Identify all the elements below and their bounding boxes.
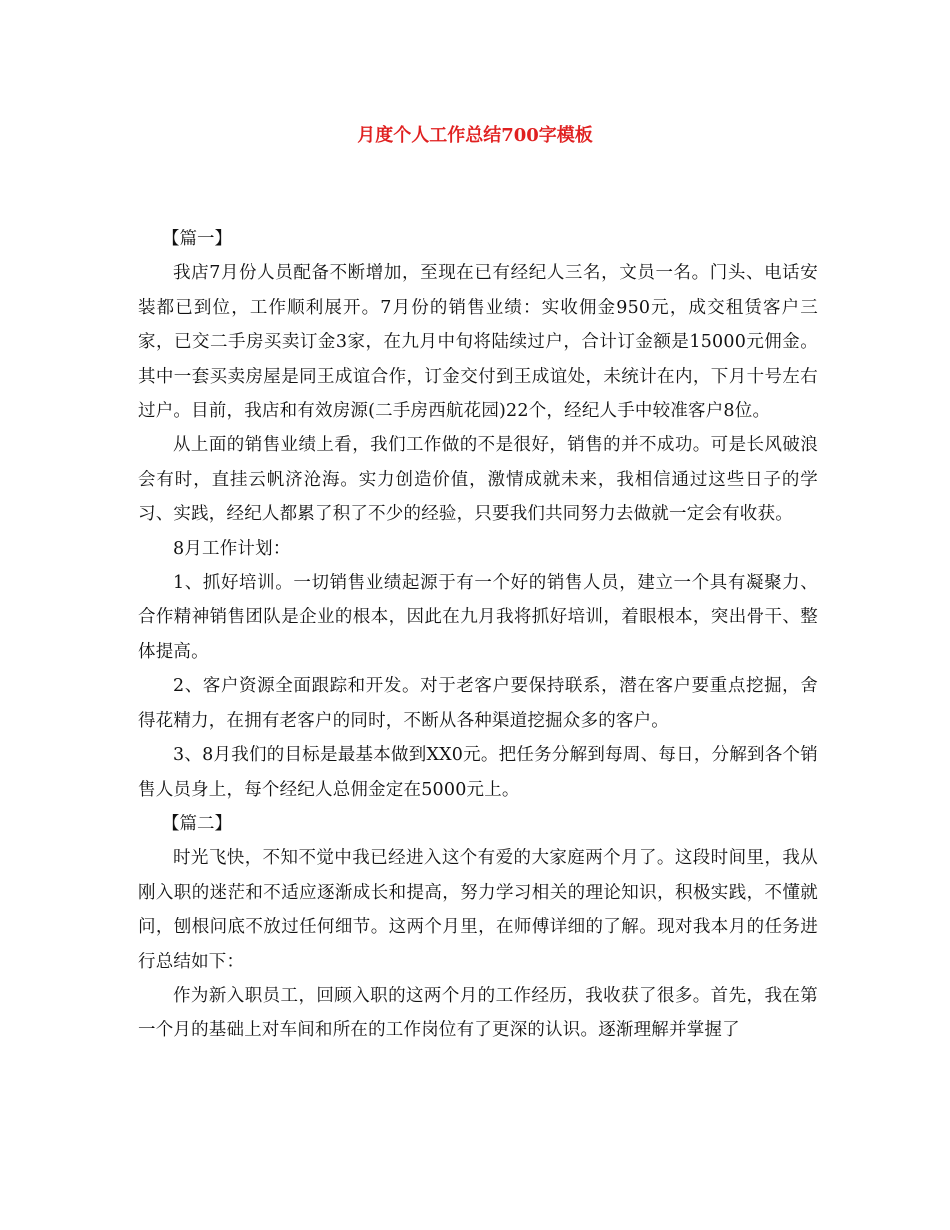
paragraph: 时光飞快，不知不觉中我已经进入这个有爱的大家庭两个月了。这段时间里，我从刚入职的迷茫和不适应逐渐成长和提高，努力学习相关的理论知识，积极实践，不懂就问，刨根问底不放过任何细节。这两个月里，在师傅详细的了解。现对我本月的任务进行总结如下： xyxy=(138,848,818,972)
document-title: 月度个人工作总结700字模板 xyxy=(357,125,593,146)
document-body xyxy=(138,222,818,1048)
section-heading-2: 【篇二】 xyxy=(162,813,232,834)
plan-item-3: 3、8月我们的目标是最基本做到XX0元。把任务分解到每周、每日，分解到各个销售人员身上，每个经纪人总佣金定在5000元上。 xyxy=(138,745,818,800)
plan-item-1: 1、抓好培训。一切销售业绩起源于有一个好的销售人员，建立一个具有凝聚力、合作精神销售团队是企业的根本，因此在九月我将抓好培训，着眼根本，突出骨干、整体提高。 xyxy=(138,573,818,662)
paragraph: 我店7月份人员配备不断增加，至现在已有经纪人三名，文员一名。门头、电话安装都已到位，工作顺利展开。7月份的销售业绩：实收佣金950元，成交租赁客户三家，已交二手房买卖订金3家，在九月中旬将陆续过户，合计订金额是15000元佣金。其中一套买卖房屋是同王成谊合作，订金交付到王成谊处，未统计在内，下月十号左右过户。目前，我店和有效房源(二手房西航花园)22个，经纪人手中较准客户8位。 xyxy=(138,263,818,422)
section-heading-1: 【篇一】 xyxy=(162,229,232,249)
paragraph: 作为新入职员工，回顾入职的这两个月的工作经历，我收获了很多。首先，我在第一个月的基础上对车间和所在的工作岗位有了更深的认识。逐渐理解并掌握了 xyxy=(138,985,818,1041)
plan-item-2: 2、客户资源全面跟踪和开发。对于老客户要保持联系，潜在客户要重点挖掘，舍得花精力，在拥有老客户的同时，不断从各种渠道挖掘众多的客户。 xyxy=(138,676,818,731)
plan-heading: 8月工作计划： xyxy=(173,538,291,559)
paragraph: 从上面的销售业绩上看，我们工作做的不是很好，销售的并不成功。可是长风破浪会有时，直挂云帆济沧海。实力创造价值，激情成就未来，我相信通过这些日子的学习、实践，经纪人都累了积了不少的经验，只要我们共同努力去做就一定会有收获。 xyxy=(138,435,818,525)
